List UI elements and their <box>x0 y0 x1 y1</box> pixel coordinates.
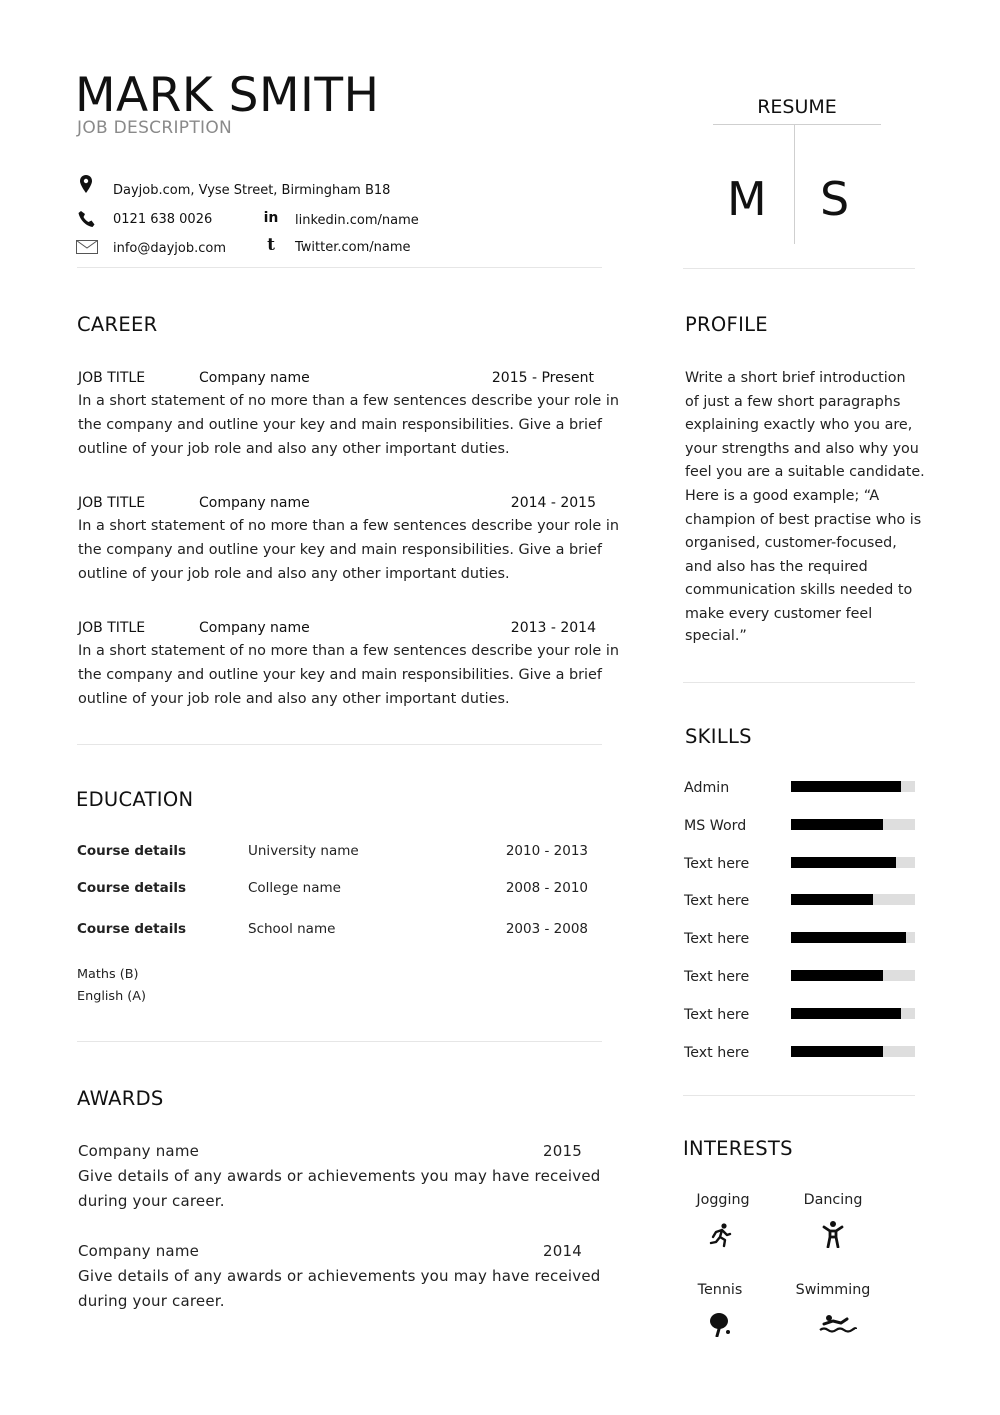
job-description-line: In a short statement of no more than a few sentences describe your role in <box>78 393 619 409</box>
skill-bar <box>791 894 915 905</box>
contact-address: Dayjob.com, Vyse Street, Birmingham B18 <box>113 183 391 198</box>
education-divider <box>77 1041 602 1042</box>
profile-line: Write a short brief introduction <box>685 370 906 386</box>
skill-label: Text here <box>684 969 750 985</box>
profile-text <box>685 367 925 645</box>
profile-line: communication skills needed to <box>685 582 913 599</box>
skill-label: Text here <box>684 855 750 872</box>
skills-divider <box>683 1095 915 1096</box>
skill-label: Text here <box>684 931 750 948</box>
education-institution: University name <box>248 843 359 859</box>
resume-underline <box>713 124 881 125</box>
skill-bar-fill <box>791 1046 883 1057</box>
education-institution: College name <box>248 880 341 896</box>
job-title: JOB TITLE <box>78 620 146 636</box>
candidate-name: MARK SMITH <box>75 68 380 123</box>
monogram-divider <box>794 124 795 244</box>
profile-divider <box>683 682 915 683</box>
job-dates: 2014 - 2015 <box>510 495 596 511</box>
tennis-icon <box>708 1311 734 1341</box>
education-course: Course details <box>77 880 187 896</box>
skill-bar <box>791 932 915 943</box>
awards-heading: AWARDS <box>77 1087 164 1110</box>
skill-bar-fill <box>791 857 896 868</box>
interests-heading: INTERESTS <box>683 1137 793 1160</box>
profile-line: special.” <box>685 627 747 644</box>
profile-line: Here is a good example; “A <box>685 487 880 504</box>
skill-label: Text here <box>684 1044 750 1061</box>
skill-bar-fill <box>791 932 906 943</box>
skills-heading: SKILLS <box>685 725 752 748</box>
skill-bar <box>791 819 915 830</box>
education-grade: Maths (B) <box>77 967 139 982</box>
job-description-line: In a short statement of no more than a few sentences describe your role in <box>78 518 619 534</box>
job-company: Company name <box>199 495 310 511</box>
career-divider <box>77 744 602 745</box>
education-heading: EDUCATION <box>76 788 194 811</box>
twitter-icon: t <box>267 235 275 255</box>
job-dates: 2015 - Present <box>491 370 594 386</box>
education-dates: 2010 - 2013 <box>505 843 588 859</box>
career-heading: CAREER <box>77 313 158 336</box>
skill-bar-fill <box>791 819 883 830</box>
job-description-line: outline of your job role and also any other important duties. <box>78 691 510 707</box>
resume-label: RESUME <box>757 96 837 118</box>
profile-line: your strengths and also why you <box>685 440 919 457</box>
contact-twitter[interactable]: Twitter.com/name <box>295 240 411 255</box>
linkedin-icon: in <box>263 210 279 226</box>
job-description-line: the company and outline your key and main responsibilities. Give a brief <box>78 667 602 683</box>
phone-icon <box>78 210 96 228</box>
award-description-line: during your career. <box>78 1292 225 1310</box>
education-course: Course details <box>77 843 187 859</box>
education-course: Course details <box>77 921 187 937</box>
skill-label: Text here <box>684 1006 750 1023</box>
skill-bar-fill <box>791 781 901 792</box>
profile-line: organised, customer-focused, <box>685 535 897 552</box>
skill-label: Admin <box>684 780 730 796</box>
monogram-bottom-divider <box>683 268 915 269</box>
award-description-line: Give details of any awards or achievements you may have received <box>78 1267 601 1285</box>
skill-bar <box>791 857 915 868</box>
mail-icon <box>76 238 98 256</box>
job-description-line: In a short statement of no more than a few sentences describe your role in <box>78 643 619 659</box>
job-description-line: the company and outline your key and main responsibilities. Give a brief <box>78 542 602 558</box>
dancing-icon <box>820 1220 846 1252</box>
profile-line: make every customer feel <box>685 605 873 622</box>
education-dates: 2003 - 2008 <box>505 921 588 937</box>
skill-bar <box>791 1008 915 1019</box>
award-year: 2014 <box>543 1242 582 1260</box>
monogram-left: M <box>727 172 767 226</box>
location-pin-icon <box>77 175 95 193</box>
monogram-right: S <box>820 172 850 226</box>
skill-label: MS Word <box>684 817 747 834</box>
skill-bar-fill <box>791 970 883 981</box>
award-year: 2015 <box>543 1142 582 1160</box>
interest-label: Tennis <box>697 1282 743 1298</box>
interest-label: Jogging <box>696 1192 750 1208</box>
award-company: Company name <box>78 1242 200 1260</box>
contact-linkedin[interactable]: linkedin.com/name <box>295 213 419 228</box>
profile-line: of just a few short paragraphs <box>685 393 901 410</box>
profile-line: feel you are a suitable candidate. <box>685 464 925 481</box>
education-institution: School name <box>248 921 336 937</box>
job-description-line: outline of your job role and also any other important duties. <box>78 441 510 457</box>
award-description-line: during your career. <box>78 1192 225 1210</box>
skill-bar-fill <box>791 894 873 905</box>
job-title: JOB TITLE <box>78 370 146 386</box>
profile-line: explaining exactly who you are, <box>685 417 913 434</box>
profile-line: and also has the required <box>685 558 868 575</box>
education-grade: English (A) <box>77 989 147 1004</box>
skill-bar <box>791 781 915 792</box>
job-company: Company name <box>199 620 310 636</box>
award-description-line: Give details of any awards or achievements you may have received <box>78 1167 601 1185</box>
skill-bar <box>791 970 915 981</box>
job-title: JOB TITLE <box>78 495 146 511</box>
interest-label: Swimming <box>795 1282 871 1298</box>
jogging-icon <box>707 1222 733 1252</box>
job-description: JOB DESCRIPTION <box>77 118 233 138</box>
job-company: Company name <box>199 370 310 386</box>
contact-email[interactable]: info@dayjob.com <box>113 241 227 256</box>
contact-phone[interactable]: 0121 638 0026 <box>113 212 213 227</box>
interest-label: Dancing <box>803 1192 863 1208</box>
job-description-line: outline of your job role and also any other important duties. <box>78 566 510 582</box>
swimming-icon <box>819 1313 857 1339</box>
job-description-line: the company and outline your key and main responsibilities. Give a brief <box>78 417 602 433</box>
skill-bar <box>791 1046 915 1057</box>
header-divider <box>77 267 602 268</box>
award-company: Company name <box>78 1142 200 1160</box>
job-dates: 2013 - 2014 <box>510 620 596 636</box>
education-dates: 2008 - 2010 <box>505 880 588 896</box>
profile-heading: PROFILE <box>685 313 768 336</box>
skill-label: Text here <box>684 893 750 910</box>
skill-bar-fill <box>791 1008 901 1019</box>
profile-line: champion of best practise who is <box>685 511 922 528</box>
